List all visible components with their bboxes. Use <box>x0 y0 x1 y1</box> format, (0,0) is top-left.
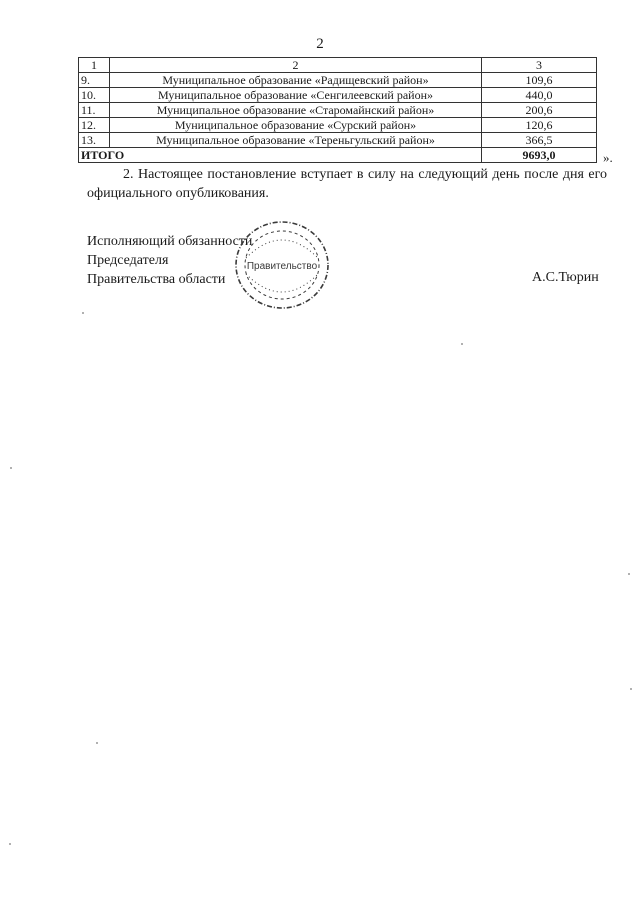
signer-title-line-1: Исполняющий обязанности <box>87 234 253 249</box>
signer-title-line-2: Председателя <box>87 253 169 268</box>
table-header-cell: 2 <box>110 58 482 73</box>
table-header-cell: 3 <box>482 58 597 73</box>
scan-speck <box>82 312 84 314</box>
scan-speck <box>461 343 463 345</box>
row-value: 366,5 <box>482 133 597 148</box>
row-municipality: Муниципальное образование «Сенгилеевский район» <box>110 88 482 103</box>
table-row <box>79 103 597 118</box>
scan-speck <box>630 688 632 690</box>
row-number: 13. <box>79 133 110 148</box>
scan-speck <box>96 742 98 744</box>
table-row <box>79 88 597 103</box>
row-value: 200,6 <box>482 103 597 118</box>
table-row <box>79 73 597 88</box>
row-value: 440,0 <box>482 88 597 103</box>
seal-text: Правительство <box>246 261 318 272</box>
table-total-row <box>79 148 597 163</box>
signer-name: А.С.Тюрин <box>532 270 599 285</box>
row-value: 109,6 <box>482 73 597 88</box>
signer-title-line-3: Правительства области <box>87 272 226 287</box>
row-municipality: Муниципальное образование «Тереньгульский район» <box>110 133 482 148</box>
effective-date-paragraph: 2. Настоящее постановление вступает в силу на следующий день после дня его официального опубликования. <box>87 167 607 201</box>
total-label: ИТОГО <box>79 148 482 163</box>
scan-speck <box>9 843 11 845</box>
row-value: 120,6 <box>482 118 597 133</box>
closing-quote-mark: ». <box>603 150 613 165</box>
page-number: 2 <box>316 36 324 52</box>
scan-speck <box>628 573 630 575</box>
row-municipality: Муниципальное образование «Сурский район» <box>110 118 482 133</box>
row-number: 11. <box>79 103 110 118</box>
table-row <box>79 133 597 148</box>
table-header-cell: 1 <box>79 58 110 73</box>
table-header-row <box>79 58 597 73</box>
distribution-table <box>78 57 597 163</box>
row-municipality: Муниципальное образование «Старомайнский район» <box>110 103 482 118</box>
row-number: 9. <box>79 73 110 88</box>
row-number: 10. <box>79 88 110 103</box>
table-row <box>79 118 597 133</box>
signature-block <box>87 232 607 289</box>
total-value: 9693,0 <box>482 148 597 163</box>
row-municipality: Муниципальное образование «Радищевский район» <box>110 73 482 88</box>
scan-speck <box>10 467 12 469</box>
row-number: 12. <box>79 118 110 133</box>
official-seal-stamp <box>232 218 332 313</box>
